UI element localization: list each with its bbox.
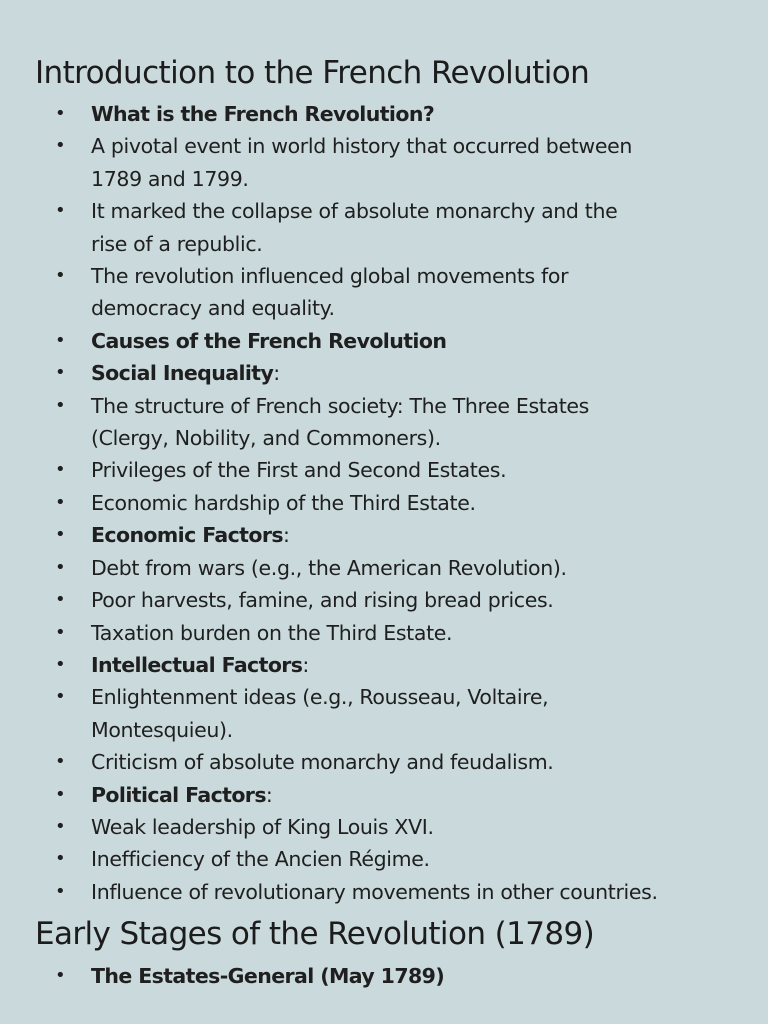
list-item xyxy=(0,649,768,681)
bullet-icon: • xyxy=(55,362,66,384)
subheading-text: Social Inequality xyxy=(91,361,274,386)
list-item-text: Poor harvests, famine, and rising bread prices. xyxy=(91,588,554,613)
list-item-text: It marked the collapse of absolute monarchy and the rise of a republic. xyxy=(91,199,618,256)
bullet-list xyxy=(0,960,768,992)
subheading-suffix: : xyxy=(273,361,280,386)
list-item-text: The revolution influenced global movements for democracy and equality. xyxy=(91,264,569,321)
list-item-text: The structure of French society: The Three Estates (Clergy, Nobility, and Commoners). xyxy=(91,393,589,451)
bullet-icon: • xyxy=(55,265,66,287)
list-item-text: A pivotal event in world history that occurred between 1789 and 1799. xyxy=(91,134,632,191)
list-item xyxy=(0,260,768,325)
bullet-icon: • xyxy=(55,653,66,675)
bullet-icon: • xyxy=(55,135,66,157)
list-item xyxy=(0,876,768,908)
bullet-icon: • xyxy=(55,329,66,351)
list-item-text: Criticism of absolute monarchy and feudalism. xyxy=(91,750,554,775)
bullet-icon: • xyxy=(55,815,66,837)
list-item xyxy=(0,843,768,875)
list-item xyxy=(0,98,768,130)
subheading-text: Economic Factors xyxy=(91,523,283,548)
list-item-text: Influence of revolutionary movements in other countries. xyxy=(91,879,658,904)
list-item xyxy=(0,584,768,616)
bullet-icon: • xyxy=(55,965,66,986)
bullet-icon: • xyxy=(55,589,66,611)
bullet-icon: • xyxy=(55,200,66,222)
list-item xyxy=(0,552,768,584)
list-item-text: What is the French Revolution? xyxy=(91,102,435,126)
list-item xyxy=(0,487,768,519)
list-item-text: The Estates-General (May 1789) xyxy=(91,964,445,988)
list-item-text: Causes of the French Revolution xyxy=(91,328,447,353)
bullet-icon: • xyxy=(55,103,66,124)
bullet-icon: • xyxy=(55,783,66,805)
bullet-icon: • xyxy=(55,556,66,578)
list-item-text: Privileges of the First and Second Estates. xyxy=(91,458,507,483)
list-item-text: Taxation burden on the Third Estate. xyxy=(91,620,453,645)
section-title: Introduction to the French Revolution xyxy=(35,55,590,91)
list-item xyxy=(0,325,768,357)
subheading-suffix: : xyxy=(265,782,273,807)
list-item xyxy=(0,454,768,486)
list-item xyxy=(0,960,768,992)
list-item xyxy=(0,617,768,649)
list-item xyxy=(0,811,768,843)
subheading-text: Political Factors xyxy=(91,782,266,807)
bullet-icon: • xyxy=(55,751,66,773)
list-item-text: Economic hardship of the Third Estate. xyxy=(91,490,476,515)
list-item xyxy=(0,390,768,455)
subheading-text: Intellectual Factors xyxy=(91,652,303,677)
bullet-icon: • xyxy=(55,394,66,416)
list-item-text: Debt from wars (e.g., the American Revolution). xyxy=(91,555,567,580)
list-item xyxy=(0,519,768,551)
list-item-text: Weak leadership of King Louis XVI. xyxy=(91,814,434,839)
bullet-icon: • xyxy=(55,848,66,870)
list-item xyxy=(0,681,768,746)
list-item xyxy=(0,357,768,389)
bullet-icon: • xyxy=(55,459,66,481)
bullet-icon: • xyxy=(55,686,66,708)
subheading-suffix: : xyxy=(282,523,290,548)
list-item xyxy=(0,195,768,260)
bullet-icon: • xyxy=(55,491,66,513)
list-item xyxy=(0,130,768,195)
bullet-list xyxy=(0,98,768,908)
list-item-text: Inefficiency of the Ancien Régime. xyxy=(91,847,430,872)
list-item-text: Enlightenment ideas (e.g., Rousseau, Voltaire, Montesquieu). xyxy=(91,685,549,742)
bullet-icon: • xyxy=(55,524,66,546)
list-item xyxy=(0,746,768,778)
section-title: Early Stages of the Revolution (1789) xyxy=(35,916,595,952)
bullet-icon: • xyxy=(55,621,66,643)
list-item xyxy=(0,779,768,811)
bullet-icon: • xyxy=(55,880,66,902)
subheading-suffix: : xyxy=(302,652,309,677)
